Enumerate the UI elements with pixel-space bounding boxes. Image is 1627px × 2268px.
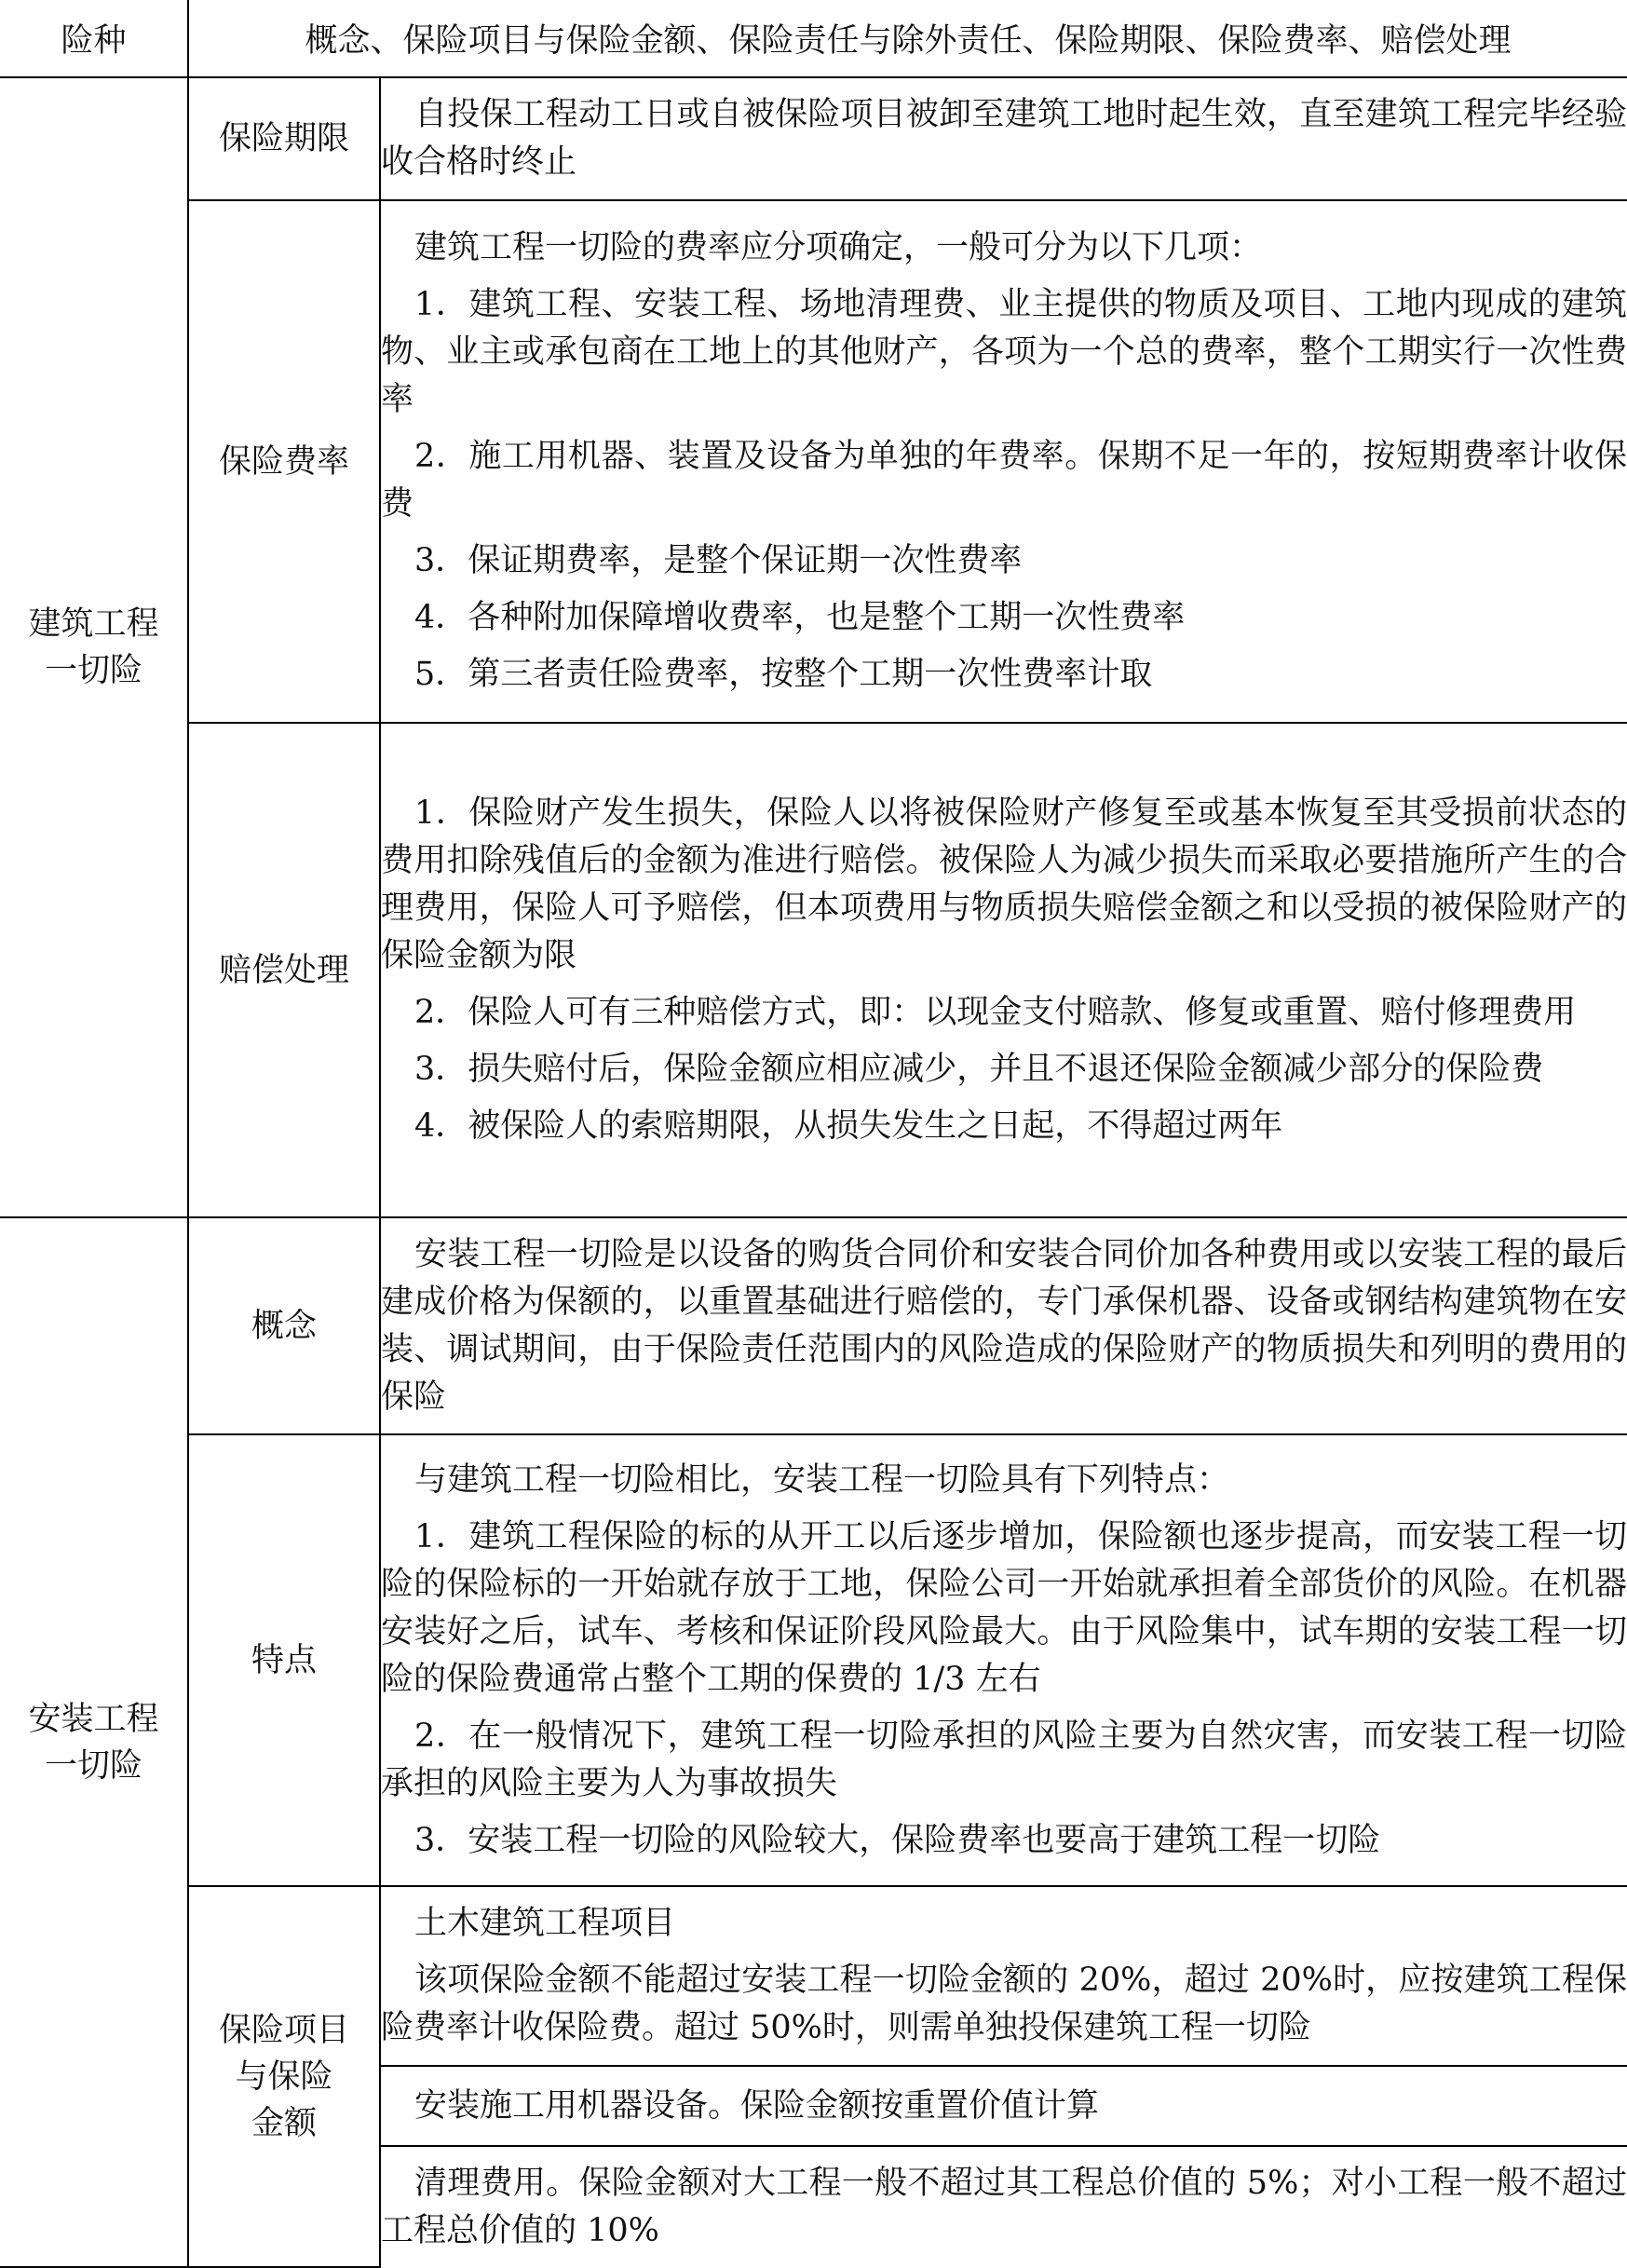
claims-content [380,723,1627,1217]
label-features: 特点 [188,1434,380,1886]
table-row [0,1434,1627,1886]
features-content [380,1434,1627,1886]
table-row [0,200,1627,723]
header-contents: 概念、保险项目与保险金额、保险责任与除外责任、保险期限、保险费率、赔偿处理 [188,0,1627,77]
cleanup-text: 清理费用。保险金额对大工程一般不超过其工程总价值的 5%；对小工程一般不超过工程总价值的 10% [381,2164,1627,2249]
rate-item: 2．施工用机器、装置及设备为单独的年费率。保期不足一年的，按短期费率计收保费 [381,438,1627,523]
claims-item: 2．保险人可有三种赔偿方式，即：以现金支付赔款、修复或重置、赔付修理费用 [414,994,1577,1031]
rate-intro: 建筑工程一切险的费率应分项确定，一般可分为以下几项： [414,229,1263,266]
table-row [0,1217,1627,1434]
claims-item: 1．保险财产发生损失，保险人以将被保险财产修复至或基本恢复至其受损前状态的费用扣除残值后的金额为准进行赔偿。被保险人为减少损失而采取必要措施所产生的合理费用，保险人可予赔偿，但本项费用与物质损失赔偿金额之和以受损的被保险财产的保险金额为限 [381,794,1627,974]
table-row [0,1886,1627,2066]
features-item: 1．建筑工程保险的标的从开工以后逐步增加，保险额也逐步提高，而安装工程一切险的保险标的一开始就存放于工地，保险公司一开始就承担着全部货价的风险。在机器安装好之后，试车、考核和保证阶段风险最大。由于风险集中，试车期的安装工程一切险的保险费通常占整个工期的保费的 1/3 左右 [381,1517,1627,1698]
label-period: 保险期限 [188,77,380,200]
rate-item: 4．各种附加保障增收费率，也是整个工期一次性费率 [414,599,1186,636]
features-item: 2．在一般情况下，建筑工程一切险承担的风险主要为自然灾害，而安装工程一切险承担的风险主要为人为事故损失 [381,1717,1627,1802]
header-type: 险种 [0,0,188,77]
table-row [0,723,1627,1217]
civil-works-text: 该项保险金额不能超过安装工程一切险金额的 20%，超过 20%时，应按建筑工程保险费率计收保险费。超过 50%时，则需单独投保建筑工程一切险 [381,1962,1627,2046]
rate-item: 5．第三者责任险费率，按整个工期一次性费率计取 [414,656,1153,693]
insurance-type-construction: 建筑工程 一切险 [0,77,188,1217]
civil-works-title: 土木建筑工程项目 [414,1905,676,1942]
label-claims: 赔偿处理 [188,723,380,1217]
label-insured-items: 保险项目 与保险 金额 [188,1886,380,2267]
concept-content [380,1217,1627,1434]
features-item: 3．安装工程一切险的风险较大，保险费率也要高于建筑工程一切险 [414,1821,1381,1859]
period-content [380,77,1627,200]
rate-item: 3．保证期费率，是整个保证期一次性费率 [414,542,1023,579]
machinery-content [380,2066,1627,2146]
claims-item: 4．被保险人的索赔期限，从损失发生之日起，不得超过两年 [414,1107,1283,1145]
period-text: 自投保工程动工日或自被保险项目被卸至建筑工地时起生效，直至建筑工程完毕经验收合格时终止 [381,96,1627,181]
features-intro: 与建筑工程一切险相比，安装工程一切险具有下列特点： [414,1460,1230,1499]
label-concept: 概念 [188,1217,380,1434]
claims-item: 3．损失赔付后，保险金额应相应减少，并且不退还保险金额减少部分的保险费 [414,1051,1544,1088]
label-rate: 保险费率 [188,200,380,723]
rate-item: 1．建筑工程、安装工程、场地清理费、业主提供的物质及项目、工地内现成的建筑物、业主或承包商在工地上的其他财产，各项为一个总的费率，整个工期实行一次性费率 [381,286,1627,418]
insurance-type-installation: 安装工程 一切险 [0,1217,188,2267]
table-row [0,77,1627,200]
cleanup-content [380,2146,1627,2267]
rate-content [380,200,1627,723]
civil-works-content [380,1886,1627,2066]
machinery-text: 安装施工用机器设备。保险金额按重置价值计算 [414,2086,1100,2125]
table-header-row [0,0,1627,77]
concept-text: 安装工程一切险是以设备的购货合同价和安装合同价加各种费用或以安装工程的最后建成价格为保额的，以重置基础进行赔偿的，专门承保机器、设备或钢结构建筑物在安装、调试期间，由于保险责任范围内的风险造成的保险财产的物质损失和列明的费用的保险 [381,1235,1627,1416]
